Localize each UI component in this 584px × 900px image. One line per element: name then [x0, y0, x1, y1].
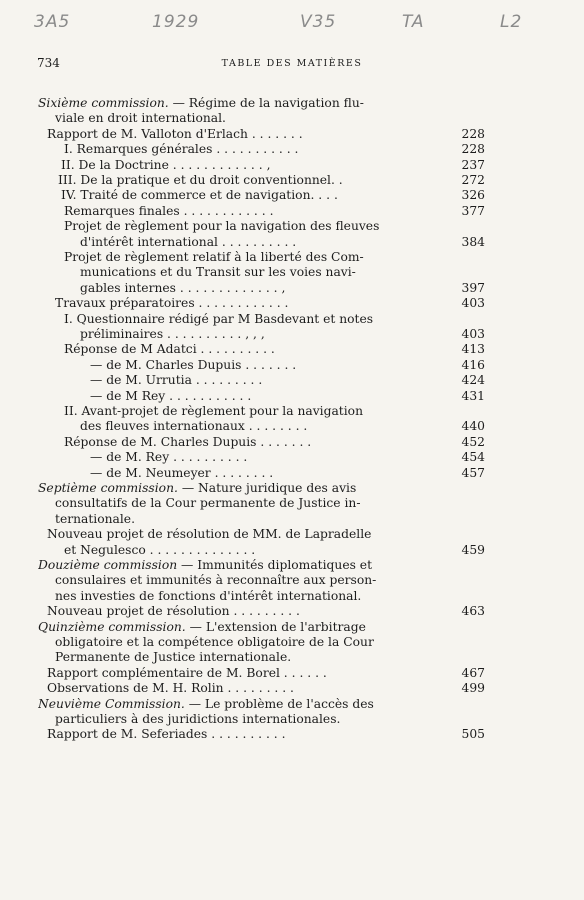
toc-line	[0, 481, 584, 496]
toc-entry-label: Réponse de M Adatci . . . . . . . . . .	[64, 342, 275, 357]
toc-entry-label: particuliers à des juridictions internationales.	[55, 712, 341, 726]
toc-entry-text	[90, 358, 442, 373]
toc-line	[0, 558, 584, 573]
toc-entry-label: Remarques finales . . . . . . . . . . . .	[64, 203, 274, 218]
toc-page-number: 272	[461, 173, 485, 187]
toc-entry-text	[90, 389, 442, 404]
toc-page-number: 431	[461, 388, 485, 403]
toc-line	[0, 265, 584, 280]
toc-page-number: 424	[461, 373, 485, 388]
toc-entry-text	[47, 666, 442, 681]
toc-line	[0, 589, 584, 604]
toc-line	[0, 712, 584, 727]
toc-line	[0, 697, 584, 712]
toc-entry-label: nes investies de fonctions d'intérêt international.	[55, 588, 362, 603]
toc-line	[0, 327, 584, 342]
toc-page-number: 452	[461, 434, 485, 449]
toc-line	[0, 342, 584, 357]
toc-entry-text	[64, 312, 442, 327]
toc-line	[0, 512, 584, 527]
toc-entry-text	[38, 558, 442, 573]
running-title: TABLE DES MATIÈRES	[221, 58, 363, 69]
toc-entry-label: — de M. Rey . . . . . . . . . .	[90, 450, 248, 465]
toc-entry-text	[61, 158, 442, 173]
handwritten-mark: L2	[500, 12, 523, 32]
toc-entry-label: gables internes . . . . . . . . . . . . . ,	[80, 280, 286, 295]
toc-entry-label: Rapport de M. Valloton d'Erlach . . . . . . .	[47, 126, 303, 141]
toc-page-number: 440	[461, 419, 485, 434]
toc-line	[0, 296, 584, 311]
handwritten-mark: V35	[300, 12, 337, 32]
toc-entry-text	[80, 235, 442, 250]
toc-entry-text	[80, 265, 442, 280]
toc-page-number: 403	[461, 327, 485, 341]
toc-entry-text	[64, 543, 442, 558]
toc-line	[0, 404, 584, 419]
toc-entry-label: Réponse de M. Charles Dupuis . . . . . . .	[64, 434, 312, 449]
toc-page-number: 459	[461, 542, 485, 557]
toc-entry-text	[64, 342, 442, 357]
toc-entry-text	[55, 296, 442, 311]
toc-entry-label: — Immunités diplomatiques et	[177, 558, 373, 572]
toc-line	[0, 635, 584, 650]
toc-entry-label: Permanente de Justice internationale.	[55, 650, 292, 665]
toc-entry-label: et Negulesco . . . . . . . . . . . . . .	[64, 542, 256, 557]
toc-page-number: 326	[461, 188, 485, 203]
toc-entry-text	[58, 173, 442, 188]
toc-entry-text	[55, 573, 442, 588]
toc-entry-text	[90, 450, 442, 465]
toc-line	[0, 681, 584, 696]
toc-line	[0, 620, 584, 635]
toc-page-number: 457	[461, 465, 485, 480]
toc-line	[0, 173, 584, 188]
toc-entry-text	[64, 250, 442, 265]
toc-entry-text	[90, 373, 442, 388]
toc-entry-text	[80, 419, 442, 434]
toc-entry-label: — de M. Charles Dupuis . . . . . . .	[90, 357, 297, 372]
toc-line	[0, 666, 584, 681]
toc-line	[0, 188, 584, 203]
toc-entry-label: Nouveau projet de résolution de MM. de Lapradelle	[47, 527, 372, 542]
toc-page-number: 416	[461, 357, 485, 372]
toc-entry-label: viale en droit international.	[55, 111, 226, 126]
toc-line	[0, 250, 584, 265]
toc-line	[0, 543, 584, 558]
toc-line	[0, 358, 584, 373]
toc-line	[0, 111, 584, 126]
commission-title: Septième commission.	[38, 481, 178, 495]
toc-entry-label: Observations de M. H. Rolin . . . . . . . . .	[47, 681, 294, 696]
commission-title: Neuvième Commission.	[38, 696, 185, 711]
toc-entry-text	[55, 635, 442, 650]
toc-page-number: 403	[461, 296, 485, 311]
toc-line	[0, 496, 584, 511]
toc-line	[0, 466, 584, 481]
toc-entry-label: — de M Rey . . . . . . . . . . .	[90, 388, 252, 403]
toc-line	[0, 281, 584, 296]
toc-line	[0, 527, 584, 542]
toc-entry-text	[38, 481, 442, 496]
toc-line	[0, 727, 584, 742]
toc-entry-label: obligatoire et la compétence obligatoire de la Cour	[55, 635, 374, 649]
toc-page-number: 505	[461, 727, 485, 742]
toc-entry-label: Nouveau projet de résolution . . . . . . . . .	[47, 604, 300, 619]
toc-entry-label: Rapport de M. Seferiades . . . . . . . . . .	[47, 727, 286, 742]
toc-entry-text	[55, 496, 442, 511]
toc-line	[0, 158, 584, 173]
toc-entry-text	[61, 188, 442, 203]
toc-entry-text	[55, 512, 442, 527]
toc-entry-text	[47, 681, 442, 696]
toc-entry-text	[38, 697, 442, 712]
toc-page-number: 384	[461, 234, 485, 249]
toc-entry-text	[47, 527, 442, 542]
toc-page-number: 237	[461, 157, 485, 172]
commission-title: Quinzième commission.	[38, 619, 186, 634]
toc-line	[0, 604, 584, 619]
toc-entry-label: ternationale.	[55, 511, 135, 526]
toc-entry-label: — Nature juridique des avis	[177, 481, 357, 495]
toc-entry-text	[38, 620, 442, 635]
toc-line	[0, 235, 584, 250]
toc-line	[0, 219, 584, 234]
toc-entry-label: IV. Traité de commerce et de navigation. . . .	[61, 188, 338, 203]
toc-line	[0, 419, 584, 434]
toc-entry-text	[64, 142, 442, 157]
toc-page-number: 463	[461, 604, 485, 619]
toc-entry-label: II. Avant-projet de règlement pour la navigation	[64, 404, 363, 418]
toc-page-number: 499	[461, 681, 485, 696]
toc-entry-text	[55, 712, 442, 727]
toc-entry-text	[47, 604, 442, 619]
toc-entry-label: munications et du Transit sur les voies navi-	[80, 265, 356, 280]
toc-line	[0, 142, 584, 157]
toc-entry-label: des fleuves internationaux . . . . . . . .	[80, 419, 308, 434]
toc-entry-text	[90, 466, 442, 481]
toc-entry-text	[64, 204, 442, 219]
commission-title: Douzième commission	[38, 558, 178, 572]
toc-page-number: 454	[461, 450, 485, 465]
toc-entry-text	[55, 589, 442, 604]
toc-entry-label: — L'extension de l'arbitrage	[185, 619, 366, 634]
toc-entry-label: III. De la pratique et du droit conventionnel. .	[58, 173, 343, 187]
toc-line	[0, 204, 584, 219]
toc-line	[0, 373, 584, 388]
toc-line	[0, 389, 584, 404]
toc-entry-label: préliminaires . . . . . . . . . . , , ,	[80, 327, 265, 341]
toc-line	[0, 96, 584, 111]
toc-page-number: 377	[461, 203, 485, 218]
toc-entry-label: I. Remarques générales . . . . . . . . . . .	[64, 142, 299, 157]
toc-entry-text	[64, 404, 442, 419]
toc-entry-text	[47, 127, 442, 142]
toc-entry-label: II. De la Doctrine . . . . . . . . . . . . ,	[61, 157, 271, 172]
toc-page-number: 467	[461, 665, 485, 680]
toc-entry-label: I. Questionnaire rédigé par M Basdevant et notes	[64, 311, 374, 326]
toc-page-number: 228	[461, 126, 485, 141]
toc-entry-label: — Le problème de l'accès des	[184, 696, 374, 711]
toc-entry-label: consulaires et immunités à reconnaître aux person-	[55, 573, 377, 588]
toc-entry-text	[55, 111, 442, 126]
toc-line	[0, 573, 584, 588]
toc-entry-label: Rapport complémentaire de M. Borel . . . . . .	[47, 665, 327, 680]
toc-entry-label: Travaux préparatoires . . . . . . . . . . . .	[55, 296, 289, 311]
toc-entry-label: Projet de règlement pour la navigation des fleuves	[64, 219, 380, 234]
toc-entry-label: — de M. Urrutia . . . . . . . . .	[90, 373, 263, 388]
handwritten-annotations	[0, 12, 584, 46]
toc-line	[0, 127, 584, 142]
toc-entry-label: Projet de règlement relatif à la liberté des Com-	[64, 250, 364, 264]
toc-entry-text	[80, 281, 442, 296]
toc-line	[0, 450, 584, 465]
page-header	[37, 56, 547, 76]
page-number: 734	[37, 56, 60, 70]
toc-page-number: 228	[461, 142, 485, 157]
toc-line	[0, 312, 584, 327]
toc-entry-label: — de M. Neumeyer . . . . . . . .	[90, 465, 274, 480]
toc-entry-text	[64, 219, 442, 234]
handwritten-mark: 1929	[152, 12, 200, 32]
toc-entry-label: consultatifs de la Cour permanente de Justice in-	[55, 496, 361, 511]
toc-line	[0, 435, 584, 450]
toc-entry-text	[80, 327, 442, 342]
handwritten-mark: 3A5	[34, 12, 71, 32]
toc-entry-text	[38, 96, 442, 111]
commission-title: Sixième commission.	[38, 96, 169, 110]
toc-entry-label: — Régime de la navigation flu-	[168, 96, 364, 110]
toc-entry-text	[64, 435, 442, 450]
toc-page-number: 413	[461, 342, 485, 357]
toc-entry-label: d'intérêt international . . . . . . . . . .	[80, 234, 297, 249]
toc-entry-text	[47, 727, 442, 742]
toc-entry-text	[55, 650, 442, 665]
handwritten-mark: TA	[402, 12, 425, 32]
toc-page-number: 397	[461, 280, 485, 295]
toc-line	[0, 650, 584, 665]
